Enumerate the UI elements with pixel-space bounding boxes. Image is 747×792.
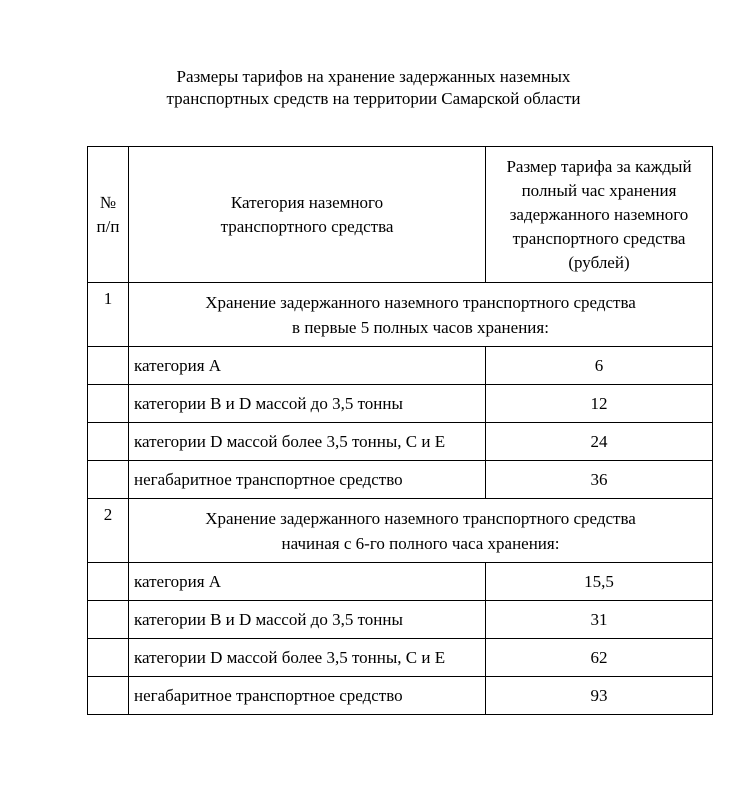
section-row xyxy=(88,283,713,347)
header-tariff-line-1: Размер тарифа за каждый xyxy=(506,156,692,176)
header-category-line-2: транспортного средства xyxy=(220,216,394,236)
header-tariff-line-2: полный час хранения xyxy=(521,180,677,200)
row-number-cell xyxy=(88,347,129,385)
table-row xyxy=(88,423,713,461)
row-tariff-value: 12 xyxy=(486,385,713,423)
table-row xyxy=(88,639,713,677)
row-category: категории B и D массой до 3,5 тонны xyxy=(129,601,486,639)
table-header-row xyxy=(88,147,713,283)
header-category-line-1: Категория наземного xyxy=(230,192,384,212)
section-title xyxy=(129,283,713,347)
table-row xyxy=(88,601,713,639)
row-number-cell xyxy=(88,461,129,499)
section-title-line-1: Хранение задержанного наземного транспортного средства xyxy=(205,508,636,528)
section-title-line-2: начиная с 6-го полного часа хранения: xyxy=(281,533,560,553)
table-row xyxy=(88,563,713,601)
row-number-cell xyxy=(88,385,129,423)
header-number xyxy=(88,147,129,283)
row-number-cell xyxy=(88,639,129,677)
section-row xyxy=(88,499,713,563)
section-title xyxy=(129,499,713,563)
row-number-cell xyxy=(88,677,129,715)
row-category: негабаритное транспортное средство xyxy=(129,461,486,499)
table-row xyxy=(88,461,713,499)
row-category: негабаритное транспортное средство xyxy=(129,677,486,715)
header-tariff-line-4: транспортного средства xyxy=(512,228,686,248)
header-number-line-1: № xyxy=(99,192,117,212)
header-tariff-line-5: (рублей) xyxy=(568,252,630,272)
header-tariff-line-3: задержанного наземного xyxy=(509,204,689,224)
row-category: категория А xyxy=(129,563,486,601)
row-category: категории D массой более 3,5 тонны, C и E xyxy=(129,423,486,461)
table-row xyxy=(88,385,713,423)
row-tariff-value: 62 xyxy=(486,639,713,677)
row-tariff-value: 31 xyxy=(486,601,713,639)
header-number-line-2: п/п xyxy=(96,216,120,236)
section-title-line-2: в первые 5 полных часов хранения: xyxy=(292,317,549,337)
section-number: 2 xyxy=(88,499,129,563)
row-tariff-value: 93 xyxy=(486,677,713,715)
row-category: категория А xyxy=(129,347,486,385)
tariff-table xyxy=(87,146,713,715)
section-number: 1 xyxy=(88,283,129,347)
row-tariff-value: 24 xyxy=(486,423,713,461)
row-tariff-value: 15,5 xyxy=(486,563,713,601)
header-tariff xyxy=(486,147,713,283)
table-row xyxy=(88,347,713,385)
row-category: категории B и D массой до 3,5 тонны xyxy=(129,385,486,423)
document-title-line-2: транспортных средств на территории Самарской области xyxy=(166,89,581,108)
header-category xyxy=(129,147,486,283)
table-row xyxy=(88,677,713,715)
row-tariff-value: 6 xyxy=(486,347,713,385)
section-title-line-1: Хранение задержанного наземного транспортного средства xyxy=(205,292,636,312)
row-category: категории D массой более 3,5 тонны, C и E xyxy=(129,639,486,677)
row-number-cell xyxy=(88,423,129,461)
document-title-line-1: Размеры тарифов на хранение задержанных наземных xyxy=(176,67,571,86)
row-number-cell xyxy=(88,601,129,639)
row-number-cell xyxy=(88,563,129,601)
document-title xyxy=(0,66,747,110)
row-tariff-value: 36 xyxy=(486,461,713,499)
